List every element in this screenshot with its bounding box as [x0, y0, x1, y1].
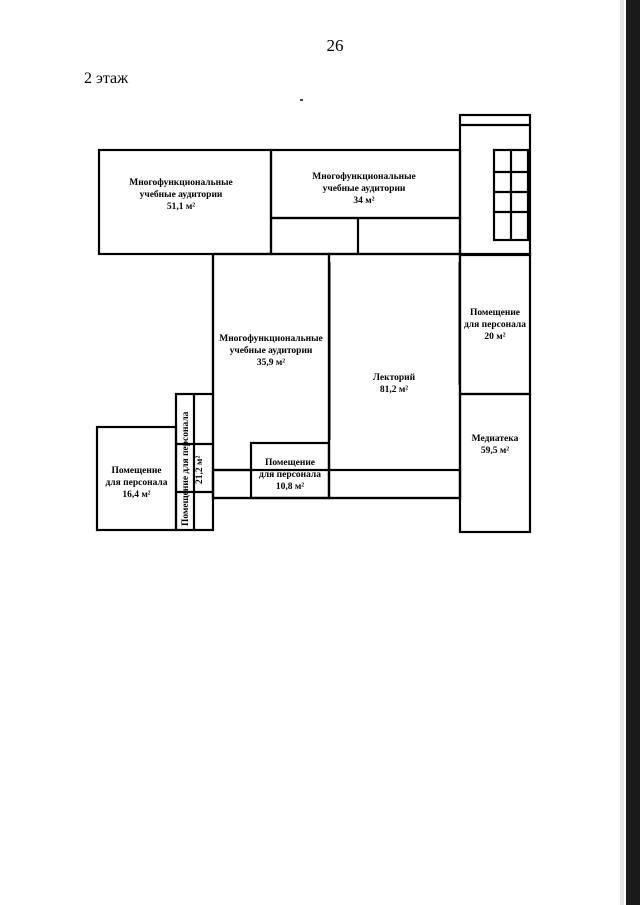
room-name-line1: Многофункциональные: [312, 172, 416, 182]
room-area: 34 м²: [353, 196, 375, 206]
room-area: 21,2 м²: [195, 455, 205, 484]
room-label-staff-21-area: [195, 456, 206, 484]
page-number: 26: [326, 36, 344, 55]
room-name-line1: Лекторий: [372, 373, 416, 383]
room-area: 16,4 м²: [122, 490, 151, 500]
room-name-line1: Помещение: [111, 466, 162, 476]
room-name-line2: учебные аудитории: [322, 184, 406, 194]
room-label-auditorium-51: [118, 177, 244, 213]
room-name-line1: Помещение: [469, 308, 521, 318]
room-label-staff-10: [251, 457, 329, 493]
room-name-line2: учебные аудитории: [139, 190, 223, 200]
floor-label: 2 этаж: [84, 70, 129, 87]
room-area: 81,2 м²: [379, 385, 409, 395]
room-label-auditorium-34: [301, 171, 427, 207]
room-wall-media-library: [460, 394, 530, 532]
room-area: 35,9 м²: [256, 358, 286, 368]
room-name-line2: для персонала: [259, 470, 321, 480]
room-area: 10,8 м²: [275, 482, 305, 492]
room-name-line1: Помещение для персонала: [181, 411, 191, 526]
room-name-line2: для персонала: [464, 320, 526, 330]
corridor-top: [271, 218, 460, 254]
room-name-line1: Многофункциональные: [129, 178, 233, 188]
room-name-line2: для персонала: [105, 478, 168, 488]
room-name-line1: Многофункциональные: [219, 334, 323, 344]
room-label-auditorium-35: [208, 333, 334, 369]
room-area: 59,5 м²: [480, 446, 510, 456]
room-label-staff-20: [460, 307, 530, 343]
room-label-staff-16: [97, 465, 176, 501]
room-label-staff-21-name: [181, 412, 192, 526]
room-area: 20 м²: [484, 332, 506, 342]
room-area: 51,1 м²: [166, 202, 196, 212]
room-label-lecture-hall: [344, 372, 444, 396]
room-label-media-library: [460, 433, 530, 457]
room-name-line1: Помещение: [264, 458, 316, 468]
room-name-line2: учебные аудитории: [229, 346, 313, 356]
room-name-line1: Медиатека: [471, 434, 519, 444]
